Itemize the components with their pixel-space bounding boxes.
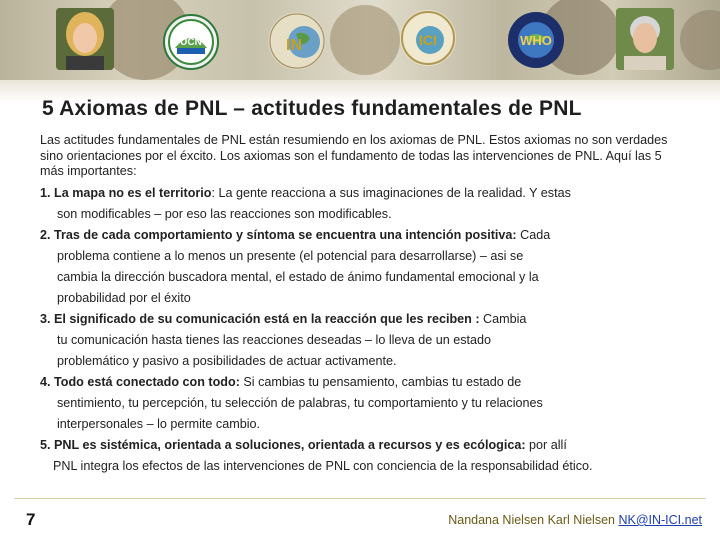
- axiom-text-continued: son modificables – por eso las reacciones son modificables.: [57, 206, 392, 221]
- axiom-text: Cada: [516, 227, 551, 242]
- axiom-text-continued: problemático y pasivo a posibilidades de actuar activamente.: [57, 353, 397, 368]
- who-logo-icon: [508, 12, 564, 68]
- axiom-number: 5.: [40, 437, 51, 452]
- ucn-logo-icon: [163, 14, 219, 70]
- axiom-heading: El significado de su comunicación está en la reacción que les reciben :: [54, 311, 480, 326]
- axiom-heading: PNL es sistémica, orientada a soluciones, orientada a recursos y es ecólogica:: [54, 437, 526, 452]
- axiom-text-continued: PNL integra los efectos de las intervenciones de PNL con conciencia de la responsabilidad ético.: [53, 458, 593, 473]
- axiom-text: Si cambias tu pensamiento, cambias tu estado de: [239, 374, 522, 389]
- axiom-1: [40, 183, 680, 225]
- footer-credits: [448, 513, 702, 527]
- axiom-5: [40, 435, 680, 477]
- slide-title: 5 Axiomas de PNL – actitudes fundamentales de PNL: [42, 97, 582, 120]
- axiom-heading: Todo está conectado con todo:: [54, 374, 240, 389]
- presenter-photo-female: [56, 8, 114, 70]
- footer-divider: [14, 498, 706, 499]
- axiom-text-continued: problema contiene a lo menos un presente (el potencial para desarrollarse) – asi se: [57, 248, 524, 263]
- axiom-2: [40, 225, 680, 309]
- axiom-4: [40, 372, 680, 435]
- ici-logo-icon: [400, 10, 456, 66]
- axiom-number: 1.: [40, 185, 51, 200]
- axiom-text: : La gente reacciona a sus imaginaciones de la realidad. Y estas: [211, 185, 571, 200]
- intro-paragraph: Las actitudes fundamentales de PNL están resumiendo en los axiomas de PNL. Estos axiomas no son verdades sino orientaciones por el éxcito. Los axiomas son el fundamento de todas las intervenciones de PNL. Aquí las 5 más importantes:: [40, 133, 668, 178]
- axiom-text: por allí: [525, 437, 567, 452]
- axiom-text-continued: cambia la dirección buscadora mental, el estado de ánimo fundamental emocional y la: [57, 269, 539, 284]
- in-logo-text: IN: [286, 37, 302, 54]
- axiom-text-continued: tu comunicación hasta tienes las reacciones deseadas – lo lleva de un estado: [57, 332, 492, 347]
- axiom-number: 4.: [40, 374, 51, 389]
- footer-email-link[interactable]: NK@IN-ICI.net: [618, 513, 702, 527]
- in-logo-icon: [268, 12, 326, 70]
- axiom-text: Cambia: [479, 311, 527, 326]
- axiom-heading: La mapa no es el territorio: [54, 185, 212, 200]
- axiom-text-continued: probabilidad por el éxito: [57, 290, 191, 305]
- presenter-photo-male: [616, 8, 674, 70]
- footer-authors: Nandana Nielsen Karl Nielsen: [448, 513, 619, 527]
- axiom-text-continued: sentimiento, tu percepción, tu selección de palabras, tu comportamiento y tu relaciones: [57, 395, 543, 410]
- axiom-text-continued: interpersonales – lo permite cambio.: [57, 416, 261, 431]
- slide-body: [40, 133, 680, 477]
- ici-logo-text: ICI: [419, 32, 437, 48]
- axiom-number: 2.: [40, 227, 51, 242]
- who-logo-text: WHO: [520, 33, 552, 48]
- axiom-heading: Tras de cada comportamiento y síntoma se encuentra una intención positiva:: [54, 227, 517, 242]
- axiom-3: [40, 309, 680, 372]
- ucn-logo-text: UCN: [180, 37, 202, 48]
- header-banner: [0, 0, 720, 80]
- axiom-number: 3.: [40, 311, 51, 326]
- page-number: 7: [26, 510, 36, 529]
